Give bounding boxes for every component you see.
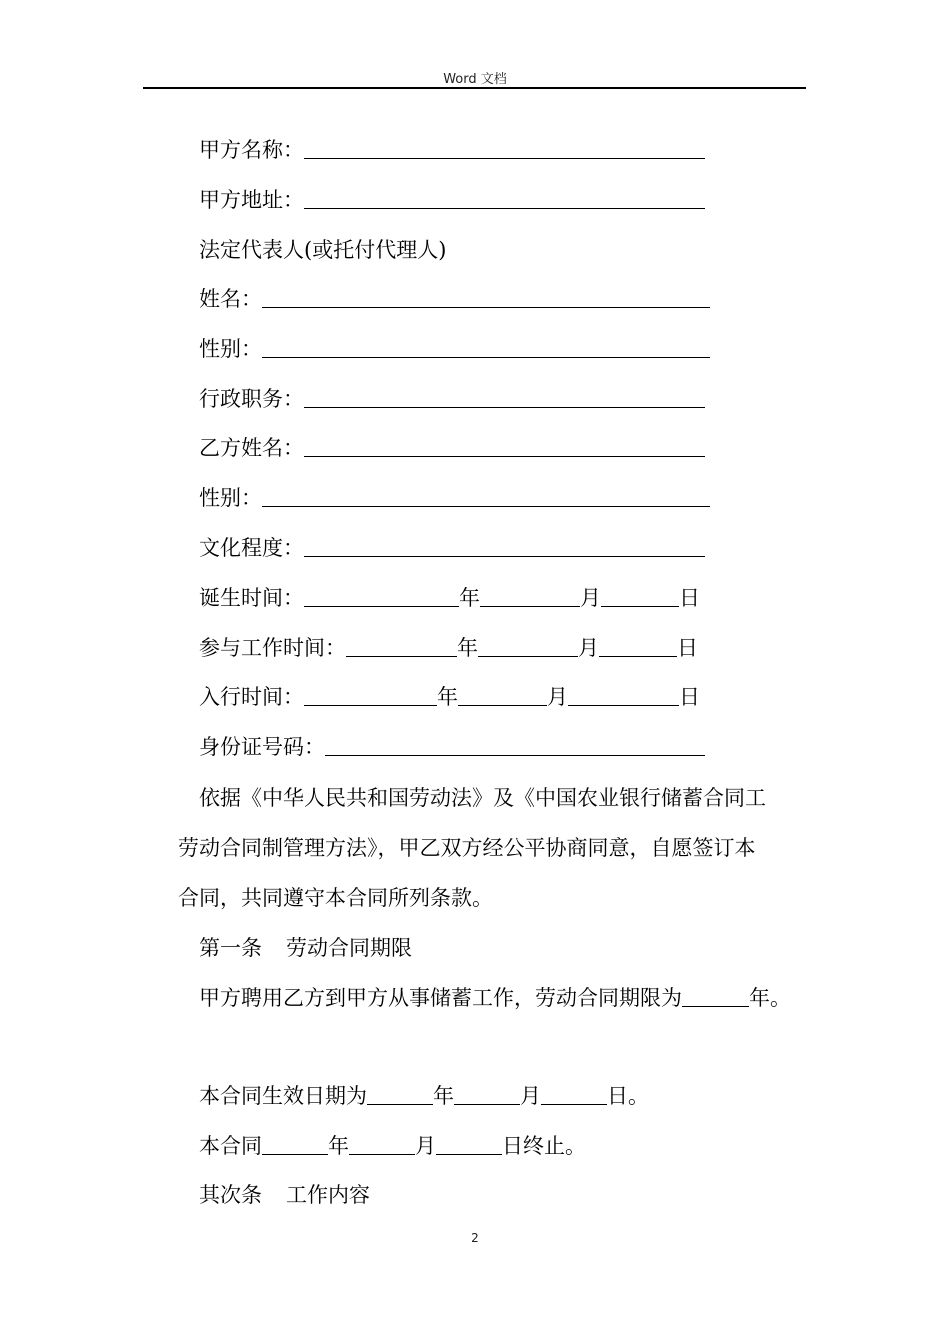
- join-industry-day-unit: 日: [679, 685, 700, 709]
- contract-term-end: 年。: [749, 986, 791, 1010]
- birth-day-blank[interactable]: [601, 586, 679, 607]
- paragraph-line-3: 合同，共同遵守本合同所列条款。: [178, 886, 493, 910]
- party-b-name-line: [199, 435, 705, 461]
- termination-month-blank[interactable]: [349, 1134, 415, 1155]
- paragraph-line-1: 依据《中华人民共和国劳动法》及《中国农业银行储蓄合同工: [199, 786, 766, 810]
- birth-time-label: 诞生时间：: [199, 586, 304, 610]
- id-number-label: 身份证号码：: [199, 735, 325, 759]
- termination-month-unit: 月: [415, 1134, 436, 1158]
- birth-time-line: [199, 585, 700, 611]
- work-start-day-blank[interactable]: [599, 636, 677, 657]
- termination-date-line: [199, 1133, 586, 1159]
- join-industry-year-unit: 年: [437, 685, 458, 709]
- education-line: [199, 535, 705, 561]
- birth-month-unit: 月: [580, 586, 601, 610]
- termination-date-end: 日终止。: [502, 1134, 586, 1158]
- article-2-number: 其次条: [199, 1183, 262, 1207]
- party-b-gender-line: [199, 485, 710, 511]
- birth-year-blank[interactable]: [304, 586, 459, 607]
- party-b-gender-label: 性别：: [199, 486, 262, 510]
- join-industry-line: [199, 684, 700, 710]
- article-1-title: 劳动合同期限: [286, 936, 412, 960]
- party-a-name-label: 甲方名称：: [199, 138, 304, 162]
- effective-date-text: 本合同生效日期为: [199, 1084, 367, 1108]
- education-blank[interactable]: [304, 536, 705, 557]
- contract-term-years-blank[interactable]: [682, 986, 749, 1007]
- join-industry-year-blank[interactable]: [304, 685, 437, 706]
- effective-date-line: [199, 1083, 649, 1109]
- party-b-gender-blank[interactable]: [262, 486, 710, 507]
- article-1-heading: [199, 935, 412, 961]
- termination-date-text: 本合同: [199, 1134, 262, 1158]
- effective-year-unit: 年: [433, 1084, 454, 1108]
- work-start-month-unit: 月: [578, 636, 599, 660]
- rep-name-blank[interactable]: [262, 287, 710, 308]
- effective-date-end: 日。: [607, 1084, 649, 1108]
- header-rule: [143, 87, 806, 89]
- article-2-title: 工作内容: [286, 1183, 370, 1207]
- party-b-name-label: 乙方姓名：: [199, 436, 304, 460]
- work-start-year-unit: 年: [457, 636, 478, 660]
- effective-month-unit: 月: [520, 1084, 541, 1108]
- effective-year-blank[interactable]: [367, 1084, 433, 1105]
- join-industry-month-unit: 月: [547, 685, 568, 709]
- article-2-heading: [199, 1182, 370, 1208]
- effective-day-blank[interactable]: [541, 1084, 607, 1105]
- termination-year-blank[interactable]: [262, 1134, 328, 1155]
- rep-gender-label: 性别：: [199, 337, 262, 361]
- work-start-line: [199, 635, 698, 661]
- work-start-label: 参与工作时间：: [199, 636, 346, 660]
- rep-name-line: [199, 286, 710, 312]
- party-a-name-line: [199, 137, 705, 163]
- party-a-address-label: 甲方地址：: [199, 188, 304, 212]
- join-industry-label: 入行时间：: [199, 685, 304, 709]
- rep-position-label: 行政职务：: [199, 387, 304, 411]
- party-a-name-blank[interactable]: [304, 138, 705, 159]
- article-1-number: 第一条: [199, 936, 262, 960]
- education-label: 文化程度：: [199, 536, 304, 560]
- page-number: 2: [471, 1231, 479, 1245]
- id-number-blank[interactable]: [325, 735, 705, 756]
- party-b-name-blank[interactable]: [304, 436, 705, 457]
- work-start-day-unit: 日: [677, 636, 698, 660]
- rep-name-label: 姓名：: [199, 287, 262, 311]
- birth-month-blank[interactable]: [480, 586, 580, 607]
- birth-year-unit: 年: [459, 586, 480, 610]
- termination-day-blank[interactable]: [436, 1134, 502, 1155]
- contract-term-line: [199, 985, 791, 1011]
- rep-position-blank[interactable]: [304, 387, 705, 408]
- rep-gender-line: [199, 336, 710, 362]
- contract-term-text: 甲方聘用乙方到甲方从事储蓄工作，劳动合同期限为: [199, 986, 682, 1010]
- work-start-month-blank[interactable]: [478, 636, 578, 657]
- rep-gender-blank[interactable]: [262, 337, 710, 358]
- header-title: Word 文档: [443, 72, 507, 87]
- party-a-address-line: [199, 187, 705, 213]
- termination-year-unit: 年: [328, 1134, 349, 1158]
- work-start-year-blank[interactable]: [346, 636, 457, 657]
- birth-day-unit: 日: [679, 586, 700, 610]
- party-a-address-blank[interactable]: [304, 188, 705, 209]
- join-industry-month-blank[interactable]: [458, 685, 547, 706]
- join-industry-day-blank[interactable]: [568, 685, 679, 706]
- paragraph-line-2: 劳动合同制管理方法》，甲乙双方经公平协商同意，自愿签订本: [178, 836, 756, 860]
- id-number-line: [199, 734, 705, 760]
- rep-position-line: [199, 386, 705, 412]
- legal-rep-heading: 法定代表人(或托付代理人): [199, 238, 447, 262]
- effective-month-blank[interactable]: [454, 1084, 520, 1105]
